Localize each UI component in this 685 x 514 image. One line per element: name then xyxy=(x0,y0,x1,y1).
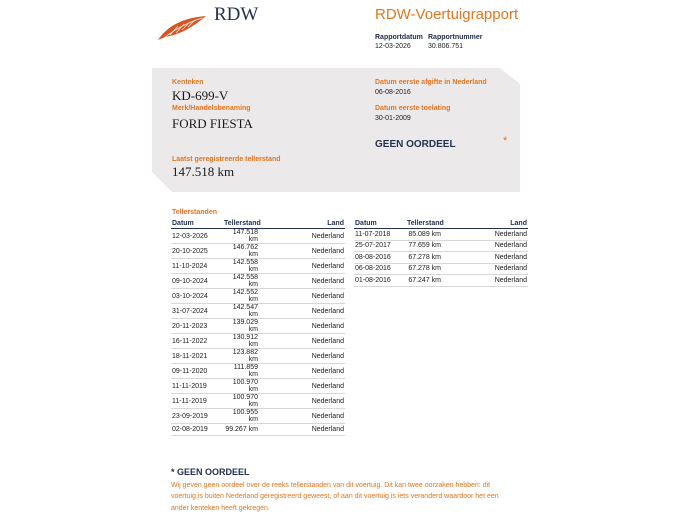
readings-table-left xyxy=(171,219,345,436)
table-row xyxy=(171,259,345,274)
footnote-text: Wij geven geen oordeel over de reeks tellerstanden van dit voertuig. Dit kan twee oorzaken hebben: dit voertuig is buiten Nederland geregistreerd geweest, of aan dit voertuig is iets veranderd waardoor het een ander kenteken heeft gekregen. xyxy=(171,482,499,512)
col-date: Datum xyxy=(354,219,406,229)
reading-country: Nederland xyxy=(442,263,528,275)
reading-country: Nederland xyxy=(442,240,528,252)
reading-value: 146.762 km xyxy=(223,244,259,259)
reading-value: 100.970 km xyxy=(223,379,259,394)
table-row xyxy=(171,334,345,349)
reading-date: 25-07-2017 xyxy=(354,240,406,252)
reading-value: 142.558 km xyxy=(223,259,259,274)
reading-country: Nederland xyxy=(259,304,345,319)
first-admission-label: Datum eerste toelating xyxy=(375,105,451,112)
make-label: Merk/Handelsbenaming xyxy=(172,105,251,112)
table-row xyxy=(171,229,345,244)
readings-title: Tellerstanden xyxy=(172,209,217,216)
reading-value: 147.518 km xyxy=(223,229,259,244)
panel-corner-cut xyxy=(152,172,172,192)
reading-country: Nederland xyxy=(442,252,528,264)
reading-value: 111.859 km xyxy=(223,364,259,379)
reading-date: 31-07-2024 xyxy=(171,304,223,319)
verdict-star: * xyxy=(503,135,508,147)
report-number-label: Rapportnummer xyxy=(428,34,483,41)
odometer-label: Laatst geregistreerde tellerstand xyxy=(172,156,281,163)
footnote-title: * GEEN OORDEEL xyxy=(171,467,250,477)
first-nl-label: Datum eerste afgifte in Nederland xyxy=(375,79,487,86)
reading-value: 142.552 km xyxy=(223,289,259,304)
reading-value: 130.912 km xyxy=(223,334,259,349)
table-row xyxy=(171,379,345,394)
table-row xyxy=(171,289,345,304)
table-row xyxy=(354,252,528,264)
reading-country: Nederland xyxy=(259,289,345,304)
make-model: FORD FIESTA xyxy=(172,116,253,131)
brand-name: RDW xyxy=(214,4,259,25)
reading-country: Nederland xyxy=(442,275,528,287)
report-date: 12-03-2026 xyxy=(375,43,411,50)
col-reading: Tellerstand xyxy=(224,220,261,227)
reading-date: 08-08-2016 xyxy=(354,252,406,264)
reading-date: 18-11-2021 xyxy=(171,349,223,364)
reading-date: 06-08-2016 xyxy=(354,263,406,275)
reading-country: Nederland xyxy=(442,229,528,241)
table-row xyxy=(354,229,528,241)
col-date: Datum xyxy=(171,219,223,229)
rdw-logo-icon xyxy=(156,14,208,42)
report-title: RDW-Voertuigrapport xyxy=(375,6,519,23)
table-row xyxy=(171,394,345,409)
col-country: Land xyxy=(259,219,345,229)
table-row xyxy=(171,409,345,424)
first-nl-date: 06-08-2016 xyxy=(375,89,411,96)
reading-value: 67.278 km xyxy=(406,252,442,264)
reading-country: Nederland xyxy=(259,394,345,409)
reading-country: Nederland xyxy=(259,379,345,394)
reading-value: 142.558 km xyxy=(223,274,259,289)
table-row xyxy=(354,263,528,275)
reading-country: Nederland xyxy=(259,259,345,274)
reading-date: 09-11-2020 xyxy=(171,364,223,379)
reading-date: 20-11-2023 xyxy=(171,319,223,334)
reading-value: 99.267 km xyxy=(223,424,259,436)
reading-country: Nederland xyxy=(259,244,345,259)
reading-country: Nederland xyxy=(259,409,345,424)
reading-country: Nederland xyxy=(259,424,345,436)
reading-country: Nederland xyxy=(259,319,345,334)
reading-value: 77.659 km xyxy=(406,240,442,252)
table-row xyxy=(171,364,345,379)
table-row xyxy=(354,240,528,252)
reading-country: Nederland xyxy=(259,364,345,379)
reading-date: 23-09-2019 xyxy=(171,409,223,424)
last-odometer: 147.518 km xyxy=(172,164,235,179)
reading-value: 100.955 km xyxy=(223,409,259,424)
reading-value: 123.882 km xyxy=(223,349,259,364)
col-reading: Tellerstand xyxy=(407,220,444,227)
reading-value: 67.278 km xyxy=(406,263,442,275)
reading-date: 16-11-2022 xyxy=(171,334,223,349)
reading-country: Nederland xyxy=(259,334,345,349)
reading-date: 20-10-2025 xyxy=(171,244,223,259)
report-date-label: Rapportdatum xyxy=(375,34,423,41)
table-row xyxy=(171,424,345,436)
reading-country: Nederland xyxy=(259,229,345,244)
reading-value: 100.970 km xyxy=(223,394,259,409)
plate-label: Kenteken xyxy=(172,79,204,86)
table-row xyxy=(171,244,345,259)
table-row xyxy=(171,349,345,364)
reading-country: Nederland xyxy=(259,349,345,364)
reading-date: 11-10-2024 xyxy=(171,259,223,274)
reading-date: 11-11-2019 xyxy=(171,379,223,394)
reading-value: 85.089 km xyxy=(406,229,442,241)
reading-value: 142.547 km xyxy=(223,304,259,319)
report-number: 30.806.751 xyxy=(428,43,464,50)
readings-table-right xyxy=(354,219,528,287)
panel-corner-cut-top xyxy=(500,68,520,84)
reading-date: 11-07-2018 xyxy=(354,229,406,241)
verdict-badge: GEEN OORDEEL xyxy=(375,139,456,150)
table-row xyxy=(171,274,345,289)
reading-date: 01-08-2016 xyxy=(354,275,406,287)
reading-country: Nederland xyxy=(259,274,345,289)
reading-value: 67.247 km xyxy=(406,275,442,287)
reading-date: 11-11-2019 xyxy=(171,394,223,409)
table-row xyxy=(354,275,528,287)
reading-date: 03-10-2024 xyxy=(171,289,223,304)
license-plate: KD-699-V xyxy=(172,88,229,103)
table-row xyxy=(171,319,345,334)
col-country: Land xyxy=(442,219,528,229)
reading-date: 09-10-2024 xyxy=(171,274,223,289)
first-admission-date: 30-01-2009 xyxy=(375,115,411,122)
reading-value: 139.029 km xyxy=(223,319,259,334)
reading-date: 12-03-2026 xyxy=(171,229,223,244)
table-row xyxy=(171,304,345,319)
reading-date: 02-08-2019 xyxy=(171,424,223,436)
